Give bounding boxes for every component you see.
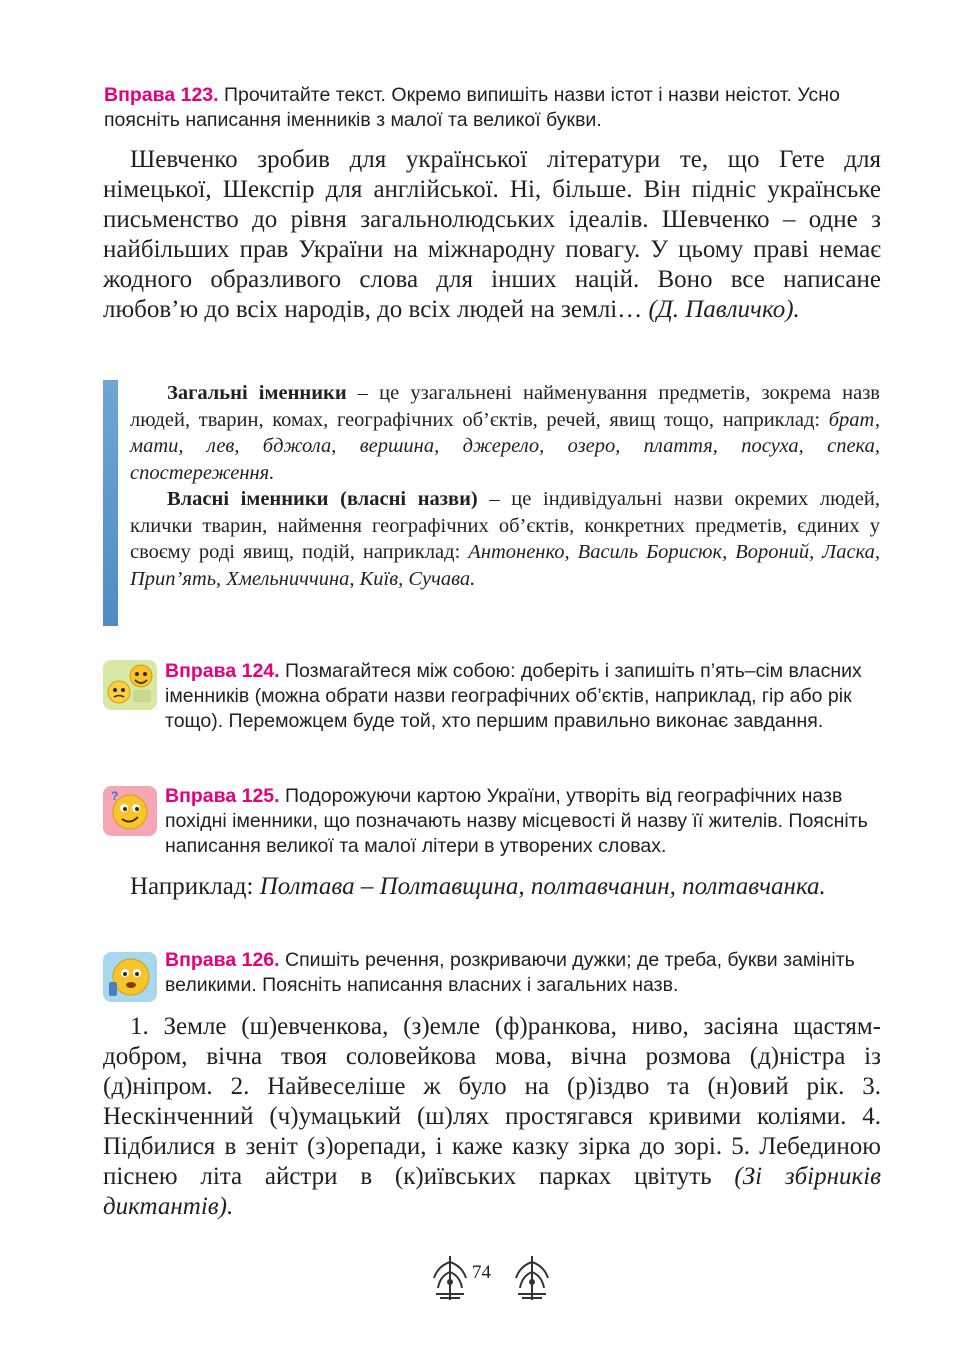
rule-text bbox=[130, 380, 880, 592]
example bbox=[103, 872, 881, 902]
exercise-125-label: Вправа 125. bbox=[165, 785, 280, 807]
page-number: 74 bbox=[472, 1262, 491, 1283]
exercise-124-label: Вправа 124. bbox=[165, 660, 280, 682]
exercise-123-text: Прочитайте текст. Окремо випишіть назви істот і назви неістот. Усно поясніть написання іменників з малої та великої букви. bbox=[104, 84, 840, 131]
exercise-126 bbox=[165, 948, 880, 998]
rule-common-definition: – це узагальнені найменування предметів, зокрема назв людей, тварин, комах, географічних об’єктів, речей, явищ тощо, наприклад: bbox=[130, 382, 880, 431]
exercise-125-text: Подорожуючи картою України, утворіть від географічних назв похідні іменники, що позначають назву місцевості й назву її жителів. Поясніть написання великої та малої літери в утворених словах. bbox=[165, 785, 868, 857]
sentences-source: (Зі збірників диктантів). bbox=[103, 1163, 881, 1220]
rule-proper-term: Власні іменники (власні назви) bbox=[167, 488, 478, 510]
exercise-123 bbox=[104, 83, 880, 133]
exercise-126-label: Вправа 126. bbox=[165, 949, 280, 971]
rule-accent-bar bbox=[103, 380, 118, 626]
rule-box bbox=[103, 380, 880, 626]
passage-text: Шевченко зробив для української літератури те, що Гете для німецької, Шекспір для англійської. Ні, більше. Він підніс українське письменство до рівня загальнолюдських ідеалів. Шевченко – одне з найбільших прав України на міжнародну повагу. У цьому праві немає жодного образливого слова для інших націй. Воно все написане любов’ю до всіх народів, до всіх людей на землі… bbox=[103, 146, 881, 323]
exercise-124-text: Позмагайтеся між собою: доберіть і запишіть п’ять–сім власних іменників (можна обрати назви географічних об’єктів, наприклад, гір або рік тощо). Переможцем буде той, хто першим правильно виконає завдання. bbox=[165, 660, 862, 732]
passage bbox=[103, 145, 881, 325]
rule-common-term: Загальні іменники bbox=[167, 382, 347, 404]
svg-text:?: ? bbox=[111, 789, 119, 803]
exercise-125 bbox=[165, 784, 880, 859]
rule-common-examples: брат, мати, лев, бджола, вершина, джерело, озеро, плаття, посуха, спека, спостереження. bbox=[130, 408, 880, 484]
sentences-text: 1. Земле (ш)евченкова, (з)емле (ф)ранкова, ниво, засіяна щастям-добром, вічна твоя соловейкова мова, вічна розмова (д)ністра із (д)ніпром. 2. Найвеселіше ж було на (р)іздво та (н)овий рік. 3. Нескінченний (ч)умацький (ш)лях простягався кривими коліями. 4. Підбилися в зеніт (з)орепади, і каже казку зірка до зорі. 5. Лебединою піснею літа айстри в (к)иївських парках цвітуть bbox=[103, 1013, 881, 1190]
thinking-smiley-icon bbox=[103, 786, 157, 836]
sentences bbox=[103, 1012, 881, 1222]
folk-ornament-icon bbox=[512, 1254, 552, 1302]
passage-source: (Д. Павличко). bbox=[648, 296, 800, 323]
rule-proper-definition: – це індивідуальні назви окремих людей, клички тварин, наймення географічних об’єктів, конкретних предметів, єдиних у своєму роді явищ, подій, наприклад: bbox=[130, 488, 880, 563]
exercise-124 bbox=[165, 659, 880, 734]
example-lead: Наприклад: bbox=[130, 873, 260, 900]
rule-common-nouns bbox=[130, 380, 880, 486]
rule-proper-nouns bbox=[130, 486, 880, 592]
example-text: Полтава – Полтавщина, полтавчанин, полтавчанка. bbox=[259, 873, 826, 900]
rule-proper-examples: Антоненко, Василь Борисюк, Вороний, Ласка, Прип’ять, Хмельниччина, Київ, Сучава. bbox=[130, 541, 880, 590]
writing-smiley-icon bbox=[103, 952, 157, 1002]
competing-smileys-icon bbox=[103, 660, 157, 710]
exercise-126-text: Спишіть речення, розкриваючи дужки; де треба, букви замініть великими. Поясніть написання власних і загальних назв. bbox=[165, 949, 855, 996]
exercise-123-label: Вправа 123. bbox=[104, 84, 219, 106]
